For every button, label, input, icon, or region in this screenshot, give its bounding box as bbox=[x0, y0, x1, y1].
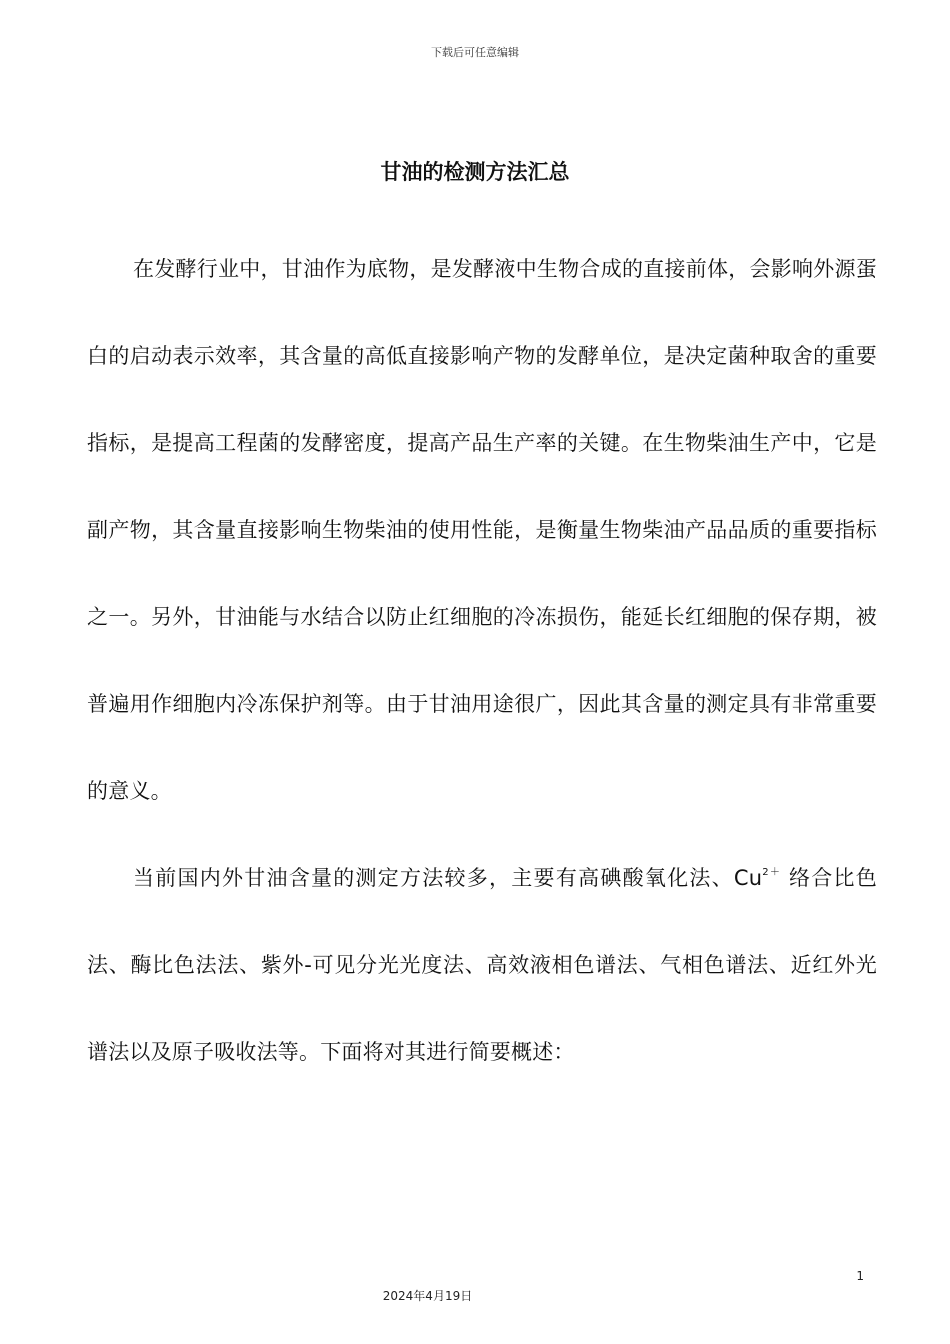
footer-date: 2024年4月19日 bbox=[382, 1289, 473, 1303]
paragraph-methods-text-a: 当前国内外甘油含量的测定方法较多，主要有高碘酸氧化法、Cu bbox=[133, 866, 763, 890]
document-body bbox=[87, 226, 877, 1096]
header-note: 下载后可任意编辑 bbox=[431, 46, 519, 59]
paragraph-intro: 在发酵行业中，甘油作为底物，是发酵液中生物合成的直接前体，会影响外源蛋白的启动表示效率，其含量的高低直接影响产物的发酵单位，是决定菌种取舍的重要指标，是提高工程菌的发酵密度，提高产品生产率的关键。在生物柴油生产中，它是副产物，其含量直接影响生物柴油的使用性能，是衡量生物柴油产品品质的重要指标之一。另外，甘油能与水结合以防止红细胞的冷冻损伤，能延长红细胞的保存期，被普遍用作细胞内冷冻保护剂等。由于甘油用途很广，因此其含量的测定具有非常重要的意义。 bbox=[87, 257, 877, 803]
paragraph-methods bbox=[87, 835, 877, 1096]
page-number: 1 bbox=[856, 1269, 864, 1283]
document-title: 甘油的检测方法汇总 bbox=[380, 160, 570, 184]
paragraph-methods-text-b: 络合比色法、酶比色法法、紫外-可见分光光度法、高效液相色谱法、气相色谱法、近红外光谱法以及原子吸收法等。下面将对其进行简要概述： bbox=[87, 866, 877, 1064]
superscript-charge: 2＋ bbox=[762, 867, 782, 878]
